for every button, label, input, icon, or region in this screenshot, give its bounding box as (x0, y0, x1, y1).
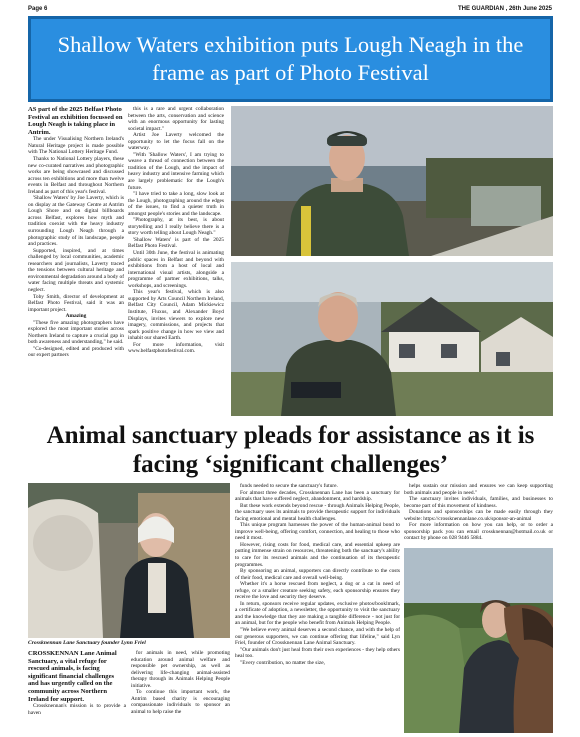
story2-headline: Animal sanctuary pleads for assistance as it is facing ‘significant challenges’ (46, 422, 535, 478)
photo-caption: Crossknennan Lane Sanctuary founder Lynn Friel (28, 640, 146, 646)
headline-banner (28, 16, 553, 102)
story1-paragraph: Until 30th June, the festival is animating public spaces in Belfast and beyond with exhibitions from a host of local and international visual artists, alongside a programme of partner exhibitions, talks, workshops, and screenings. (128, 250, 224, 289)
story1-paragraph: For more information, visit www.belfastphotofestival.com. (128, 341, 224, 355)
page-header (28, 6, 552, 16)
story1-paragraph: Thanks to National Lottery players, these new co-curated narratives and photographic works are being showcased and discussed across ten exhibitions and more than twelve events in Belfast and throughout Northern Ireland as part of this year's festival. (28, 156, 124, 195)
story2-paragraph: Crossknennan's mission is to provide a haven (28, 703, 126, 716)
story1-column-2 (128, 106, 224, 416)
story2-paragraph: The sanctuary invites individuals, families, and businesses to become part of this movement of kindness. (404, 496, 553, 509)
story2-column-2 (131, 650, 230, 732)
story2-paragraph: helps sustain our mission and ensures we can keep supporting both animals and people in need." (404, 483, 553, 496)
story2-paragraph: This unique program harnesses the power of the human-animal bond to improve well-being, offering comfort, connection, and healing to those who need it most. (235, 522, 400, 542)
story2-paragraph: funds needed to secure the sanctuary's future. (240, 483, 338, 489)
story1-paragraph: This year's festival, which is also supported by Arts Council Northern Ireland, Belfast City Council, Adam Mickiewicz Institute, Fluxus, and Alexander Boyd Displays, invites viewers to explore new imagery, commissions, and projects that spark positive change in how we view and inhabit our shared Earth. (128, 289, 224, 342)
story1-paragraph: "Co-designed, edited and produced with our expert partners (28, 345, 124, 359)
story2-paragraph: "We believe every animal deserves a second chance, and with the help of our generous supporters, we can continue offering that lifeline," said Lyn Friel, founder of Crossknennan Lane Animal Sanctuary. (235, 627, 400, 647)
story2-paragraph: By sponsoring an animal, supporters can directly contribute to the costs of their food, medical care and overall well-being. (235, 568, 400, 581)
story1-paragraph: The under Visualising Northern Ireland's Natural Heritage project is made possible with The National Lottery Heritage Fund. (28, 136, 124, 156)
publication-dateline: THE GUARDIAN , 26th June 2025 (457, 6, 552, 12)
page-number: Page 6 (28, 6, 48, 12)
story2-paragraph: Whether it's a horse rescued from neglect, a dog or a cat in need of refuge, or a smaller creature seeking safety, each sponsorship ensures they receive the love and security they deserve. (235, 581, 400, 601)
story2-paragraph: "Every contribution, no matter the size, (240, 659, 325, 666)
story1-paragraph: "Photography, at its best, is about storytelling and I really believe there is a story worth telling about Lough Neagh." (128, 217, 224, 237)
story2-paragraph: To continue this important work, the Antrim based charity is encouraging compassionate individuals to sponsor an animal to help raise the (131, 689, 230, 715)
story1-paragraph: "I have tried to take a long, slow look at the Lough, photographing around the edges of the issues, to find a quieter truth in amongst people's stories and the landscape. (128, 191, 224, 217)
story2-column-3 (235, 483, 400, 733)
story2-lead: CROSSKENNAN Lane Animal Sanctuary, a vital refuge for rescued animals, is facing significant financial challenges and has urgently called on the community across Northern Ireland for support. (28, 650, 117, 703)
photo-artist-portrait (231, 106, 553, 256)
story2-column-1 (28, 650, 126, 732)
story1-paragraph: 'Shallow Waters' is part of the 2025 Belfast Photo Festival. (128, 236, 224, 250)
story2-paragraph: For almost three decades, Crossknennan Lane has been a sanctuary for animals that have suffered neglect, abandonment, and hardship. (235, 489, 400, 503)
story1-subheading: Amazing (65, 313, 87, 320)
story1-paragraph: 'Shallow Waters' by Joe Laverty, which is on display at the Gateway Centre at Antrim Lough Shore and on digital billboards across Belfast, explores how myth and tradition coexist with the heavy industry surrounding Lough Neagh through a photographic study of its landscape, people and practices. (28, 195, 124, 248)
story2-paragraph: For more information on how you can help, or to order a sponsorship pack you can email crossknennan@hotmail.co.uk or contact by phone on 028 9446 5884. (404, 522, 553, 542)
story1-lead: AS part of the 2025 Belfast Photo Festival an exhibition focussed on Lough Neagh is taking place in Antrim. (28, 106, 123, 136)
story1-paragraph: "With 'Shallow Waters', I am trying to weave a thread of connection between the tradition of the Lough, and the impact of heavy industry and intensive farming which are largely problematic for the Lough's future. (128, 151, 224, 191)
story1-column-1 (28, 106, 124, 416)
story1-paragraph: Toby Smith, director of development at Belfast Photo Festival, said it was an important project. (28, 293, 124, 313)
story1-paragraph: this is a rare and urgent collaboration between the arts, conservation and science with an enormous opportunity for lasting societal impact." (128, 106, 224, 132)
story2-paragraph: However, rising costs for food, medical care, and essential upkeep are putting immense strain on resources, threatening both the sanctuary's ability to care for its rescued animals and the continuation of its therapeutic programmes. (235, 541, 400, 568)
story1-paragraph: Supported, inspired, and at times challenged by local communities, academic researchers and journalists, Laverty traced the tensions between cultural heritage and environmental degradation around a body of water facing multiple threats and systemic neglect. (28, 247, 124, 293)
story2-paragraph: In return, sponsors receive regular updates, exclusive photos/booklmark, a certificate of adoption, a newsletter, the opportunity to visit the sanctuary and the knowledge that they are making a tangible difference - not just for an animal, but for the people who benefit from Animals Helping People. (235, 600, 400, 627)
story2-paragraph: But these work extends beyond rescue - through Animals Helping People, the sanctuary uses its animals to provide therapeutic support for individuals facing emotional and mental health challenges. (235, 502, 400, 522)
photo-horse-woman (404, 548, 553, 733)
story2-paragraph: for animals in need, while promoting education around animal welfare and responsible pet ownership, as well as delivering life-changing animal-assisted therapy through its Animals Helping People initiative. (131, 650, 230, 689)
story2-paragraph: Donations and sponsorships can be made easily through they website: https://crossknennanlane.co.uk/sponsor-an-animal (404, 509, 553, 522)
story1-headline: Shallow Waters exhibition puts Lough Neagh in the frame as part of Photo Festival (57, 32, 524, 85)
story1-paragraph: "These five amazing photographers have explored the most important stories across Northern Ireland to capture a crucial gap in both awareness and understanding," he said. (28, 319, 124, 346)
story2-column-4 (404, 483, 553, 558)
photo-portrait-house (231, 262, 553, 416)
story1-paragraph: Artist Joe Laverty welcomed the opportunity to let the focus fall on the waterway. (128, 132, 224, 152)
story2-paragraph: "Our animals don't just heal from their own experiences - they help others heal too. (235, 646, 400, 660)
photo-sanctuary-founder (28, 483, 230, 638)
